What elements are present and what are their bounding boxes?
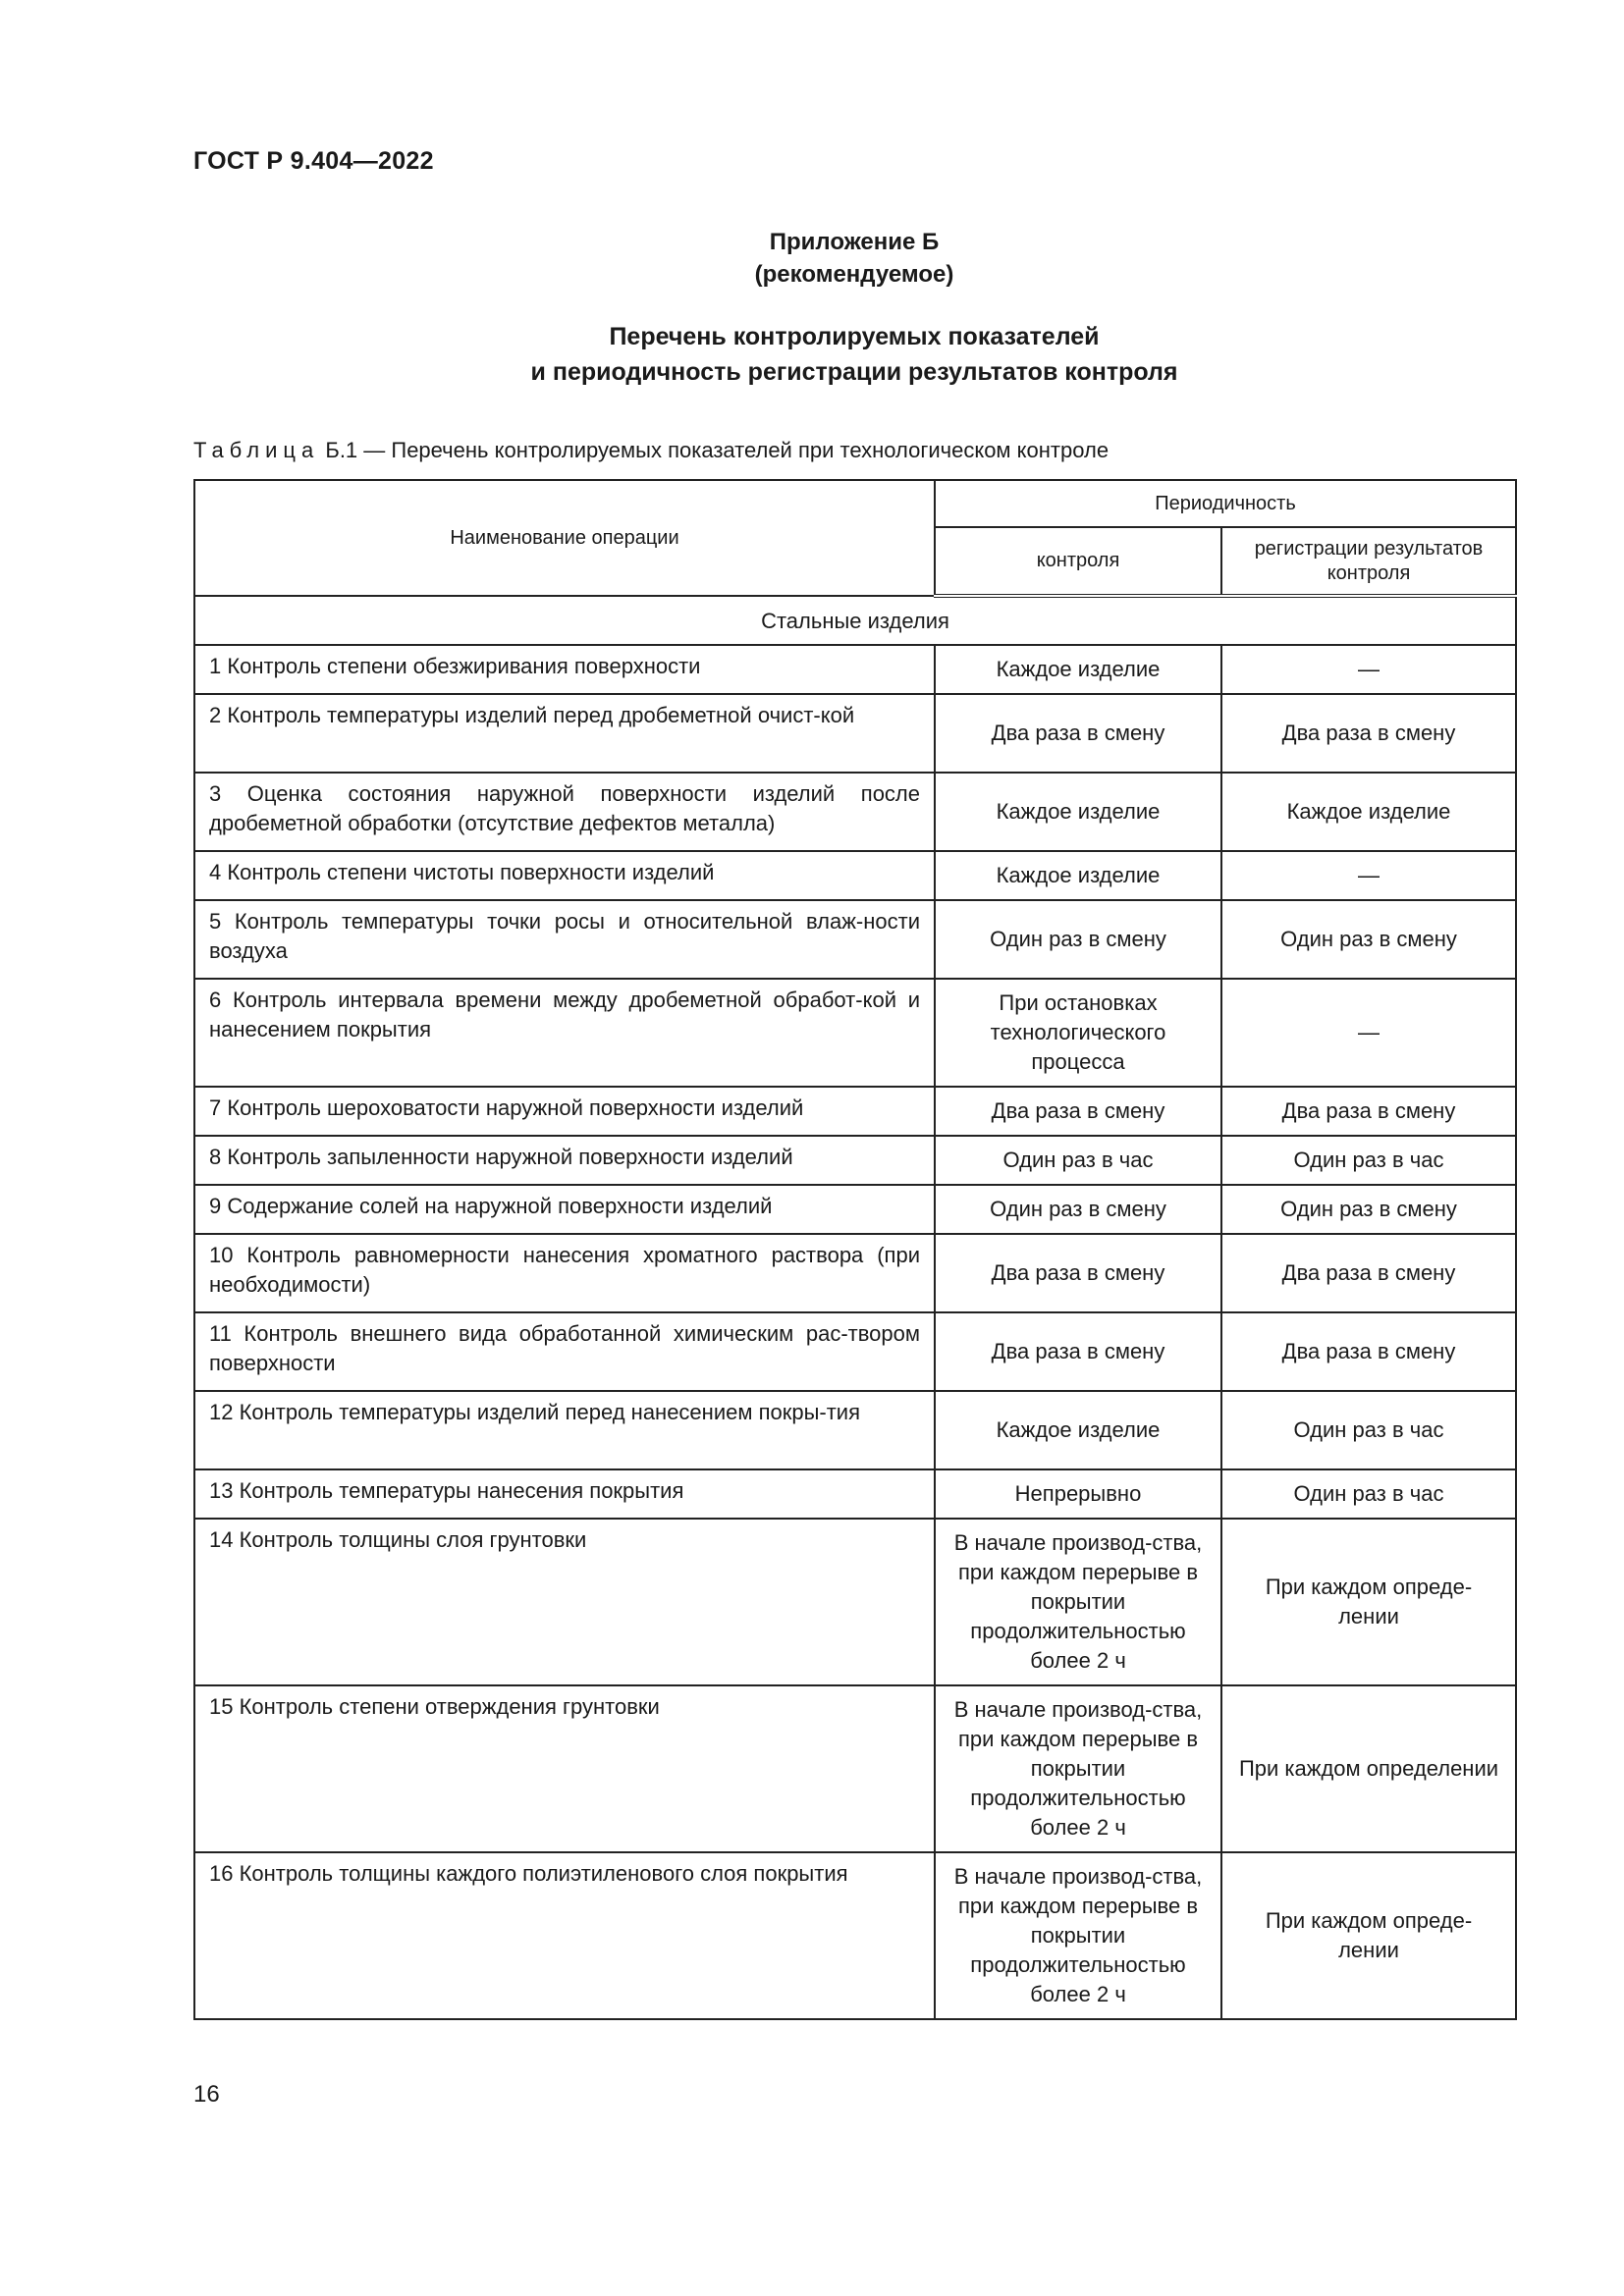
registration-cell: —: [1221, 645, 1516, 694]
control-table: [193, 479, 1517, 2020]
page-number: 16: [193, 2081, 220, 2108]
table-row: [194, 900, 1516, 979]
table-row: [194, 1185, 1516, 1234]
table-row: [194, 773, 1516, 851]
table-row: [194, 1087, 1516, 1136]
control-cell: При остановках технологического процесса: [935, 979, 1221, 1087]
header-periodicity: Периодичность: [935, 480, 1516, 527]
registration-cell: Два раза в смену: [1221, 1234, 1516, 1312]
control-cell: Два раза в смену: [935, 1234, 1221, 1312]
registration-cell: Один раз в час: [1221, 1469, 1516, 1519]
control-cell: Непрерывно: [935, 1469, 1221, 1519]
operation-cell: 1 Контроль степени обезжиривания поверхности: [194, 645, 935, 694]
registration-cell: При каждом опреде-лении: [1221, 1852, 1516, 2019]
registration-cell: Два раза в смену: [1221, 694, 1516, 773]
appendix-title-line1: Перечень контролируемых показателей: [609, 323, 1100, 350]
operation-cell: 16 Контроль толщины каждого полиэтиленового слоя покрытия: [194, 1852, 935, 2019]
document-code: ГОСТ Р 9.404—2022: [193, 147, 434, 175]
operation-cell: 5 Контроль температуры точки росы и относительной влаж-ности воздуха: [194, 900, 935, 979]
table-body: [194, 596, 1516, 2019]
table-caption-prefix: Таблица: [193, 438, 320, 462]
registration-cell: Один раз в час: [1221, 1391, 1516, 1469]
registration-cell: Один раз в час: [1221, 1136, 1516, 1185]
appendix-title-line2: и периодичность регистрации результатов контроля: [530, 358, 1178, 386]
control-cell: В начале производ-ства, при каждом перерыве в покрытии продолжительностью более 2 ч: [935, 1852, 1221, 2019]
table-caption-text: Б.1 — Перечень контролируемых показателей при технологическом контроле: [319, 438, 1110, 462]
operation-cell: 15 Контроль степени отверждения грунтовки: [194, 1685, 935, 1852]
operation-cell: 7 Контроль шероховатости наружной поверхности изделий: [194, 1087, 935, 1136]
registration-cell: При каждом определении: [1221, 1685, 1516, 1852]
operation-cell: 9 Содержание солей на наружной поверхности изделий: [194, 1185, 935, 1234]
operation-cell: 3 Оценка состояния наружной поверхности изделий после дробеметной обработки (отсутствие дефектов металла): [194, 773, 935, 851]
registration-cell: Два раза в смену: [1221, 1312, 1516, 1391]
appendix-title: [193, 319, 1515, 390]
table-row: [194, 1519, 1516, 1685]
section-row: Стальные изделия: [194, 596, 1516, 645]
appendix-status: (рекомендуемое): [754, 261, 954, 288]
operation-cell: 13 Контроль температуры нанесения покрытия: [194, 1469, 935, 1519]
table-row: [194, 1391, 1516, 1469]
registration-cell: Один раз в смену: [1221, 900, 1516, 979]
header-registration: регистрации результатов контроля: [1221, 527, 1516, 596]
table-row: [194, 1685, 1516, 1852]
table-caption: [193, 438, 1109, 463]
appendix-heading: [193, 226, 1515, 291]
operation-cell: 6 Контроль интервала времени между дробеметной обработ-кой и нанесением покрытия: [194, 979, 935, 1087]
registration-cell: Каждое изделие: [1221, 773, 1516, 851]
control-cell: В начале производ-ства, при каждом перерыве в покрытии продолжительностью более 2 ч: [935, 1685, 1221, 1852]
control-cell: Каждое изделие: [935, 773, 1221, 851]
operation-cell: 12 Контроль температуры изделий перед нанесением покры-тия: [194, 1391, 935, 1469]
operation-cell: 4 Контроль степени чистоты поверхности изделий: [194, 851, 935, 900]
operation-cell: 11 Контроль внешнего вида обработанной химическим рас-твором поверхности: [194, 1312, 935, 1391]
registration-cell: —: [1221, 979, 1516, 1087]
registration-cell: —: [1221, 851, 1516, 900]
control-cell: Один раз в смену: [935, 900, 1221, 979]
header-control: контроля: [935, 527, 1221, 596]
control-cell: Каждое изделие: [935, 645, 1221, 694]
control-cell: В начале производ-ства, при каждом перерыве в покрытии продолжительностью более 2 ч: [935, 1519, 1221, 1685]
control-cell: Каждое изделие: [935, 1391, 1221, 1469]
registration-cell: Два раза в смену: [1221, 1087, 1516, 1136]
table-row: [194, 979, 1516, 1087]
control-cell: Один раз в смену: [935, 1185, 1221, 1234]
registration-cell: При каждом опреде-лении: [1221, 1519, 1516, 1685]
table-row: [194, 645, 1516, 694]
control-cell: Два раза в смену: [935, 1312, 1221, 1391]
header-operation: Наименование операции: [194, 480, 935, 596]
table-row: [194, 851, 1516, 900]
control-cell: Два раза в смену: [935, 694, 1221, 773]
operation-cell: 8 Контроль запыленности наружной поверхности изделий: [194, 1136, 935, 1185]
table-row: [194, 694, 1516, 773]
table-row: [194, 1469, 1516, 1519]
appendix-label: Приложение Б: [769, 229, 940, 255]
table-row: [194, 1312, 1516, 1391]
operation-cell: 2 Контроль температуры изделий перед дробеметной очист-кой: [194, 694, 935, 773]
table-row: [194, 1234, 1516, 1312]
control-cell: Каждое изделие: [935, 851, 1221, 900]
table-row: [194, 1136, 1516, 1185]
registration-cell: Один раз в смену: [1221, 1185, 1516, 1234]
control-cell: Два раза в смену: [935, 1087, 1221, 1136]
operation-cell: 10 Контроль равномерности нанесения хроматного раствора (при необходимости): [194, 1234, 935, 1312]
table-row: [194, 1852, 1516, 2019]
control-cell: Один раз в час: [935, 1136, 1221, 1185]
operation-cell: 14 Контроль толщины слоя грунтовки: [194, 1519, 935, 1685]
